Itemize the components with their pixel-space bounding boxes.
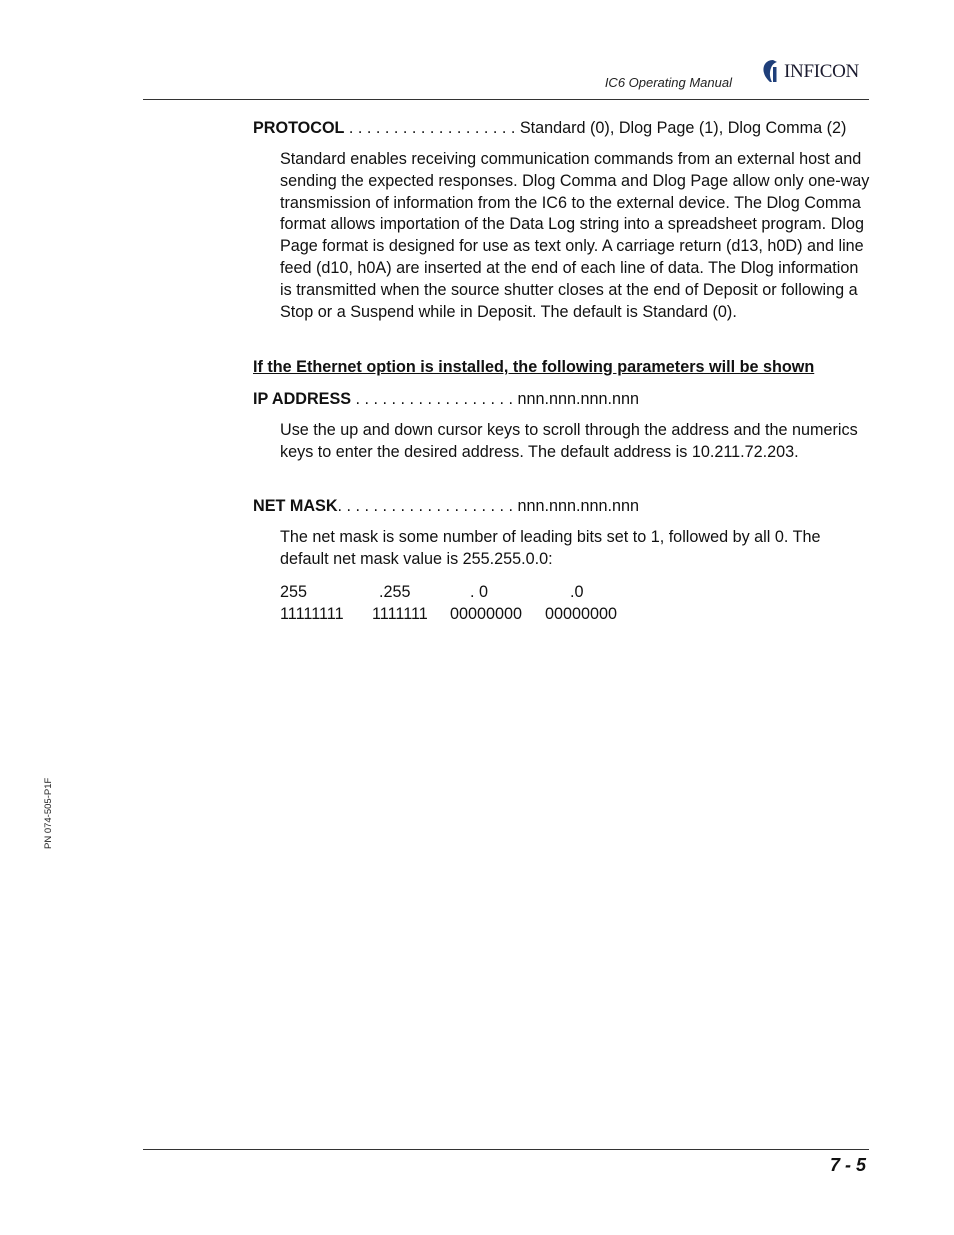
mask-decimal-octet: .0 [570, 583, 584, 601]
logo-wordmark: INFICON [784, 61, 859, 82]
mask-decimal-octet: 255 [280, 583, 308, 601]
mask-binary-octet: 11111111 [280, 605, 344, 623]
net-mask-value: nnn.nnn.nnn.nnn [517, 497, 639, 515]
net-mask-leader: . . . . . . . . . . . . . . . . . . . . [337, 497, 518, 515]
net-mask-name: NET MASK [253, 497, 338, 515]
mask-binary-octet: 00000000 [545, 605, 618, 623]
inficon-logo [760, 58, 872, 84]
protocol-parameter [253, 118, 873, 138]
mask-binary-octet: 1111111 [372, 605, 428, 623]
ip-address-parameter [253, 389, 873, 409]
protocol-description: Standard enables receiving communication commands from an external host and sending the expected responses. Dlog Comma and Dlog Page allow only one-way transmission of information from the IC6 to the external device. The Dlog Comma format allows importation of the Data Log string into a spreadsheet program. Dlog Page format is designed for use as text only. A carriage return (d13, h0D) and line feed (d10, h0A) are inserted at the end of each line of data. The Dlog information is transmitted when the source shutter closes at the end of Deposit or following a Stop or a Suspend while in Deposit. The default is Standard (0). [280, 150, 870, 321]
ip-address-name: IP ADDRESS [253, 390, 352, 408]
mask-binary-octet: 00000000 [450, 605, 523, 623]
manual-title: IC6 Operating Manual [604, 75, 732, 90]
net-mask-parameter [253, 496, 873, 516]
mask-decimal-octet: .255 [379, 583, 411, 601]
ethernet-note: If the Ethernet option is installed, the following parameters will be shown [253, 358, 815, 376]
ip-address-leader: . . . . . . . . . . . . . . . . . . [351, 390, 518, 408]
mask-decimal-octet: . 0 [470, 583, 488, 601]
protocol-name: PROTOCOL [253, 119, 345, 137]
protocol-leader: . . . . . . . . . . . . . . . . . . . [344, 119, 520, 137]
net-mask-decimal-row [280, 581, 680, 603]
protocol-value: Standard (0), Dlog Page (1), Dlog Comma (2) [519, 119, 847, 137]
page-number: 7 - 5 [829, 1155, 866, 1175]
net-mask-description: The net mask is some number of leading bits set to 1, followed by all 0. The default net mask value is 255.255.0.0: [280, 528, 821, 568]
ip-address-description: Use the up and down cursor keys to scroll through the address and the numerics keys to enter the desired address. The default address is 10.211.72.203. [280, 421, 858, 461]
ip-address-value: nnn.nnn.nnn.nnn [517, 390, 639, 408]
inficon-logo-icon [760, 58, 784, 84]
net-mask-binary-row [280, 603, 680, 625]
part-number: PN 074-505-P1F [43, 777, 54, 849]
footer-rule [143, 1149, 869, 1150]
header-rule [143, 99, 869, 100]
